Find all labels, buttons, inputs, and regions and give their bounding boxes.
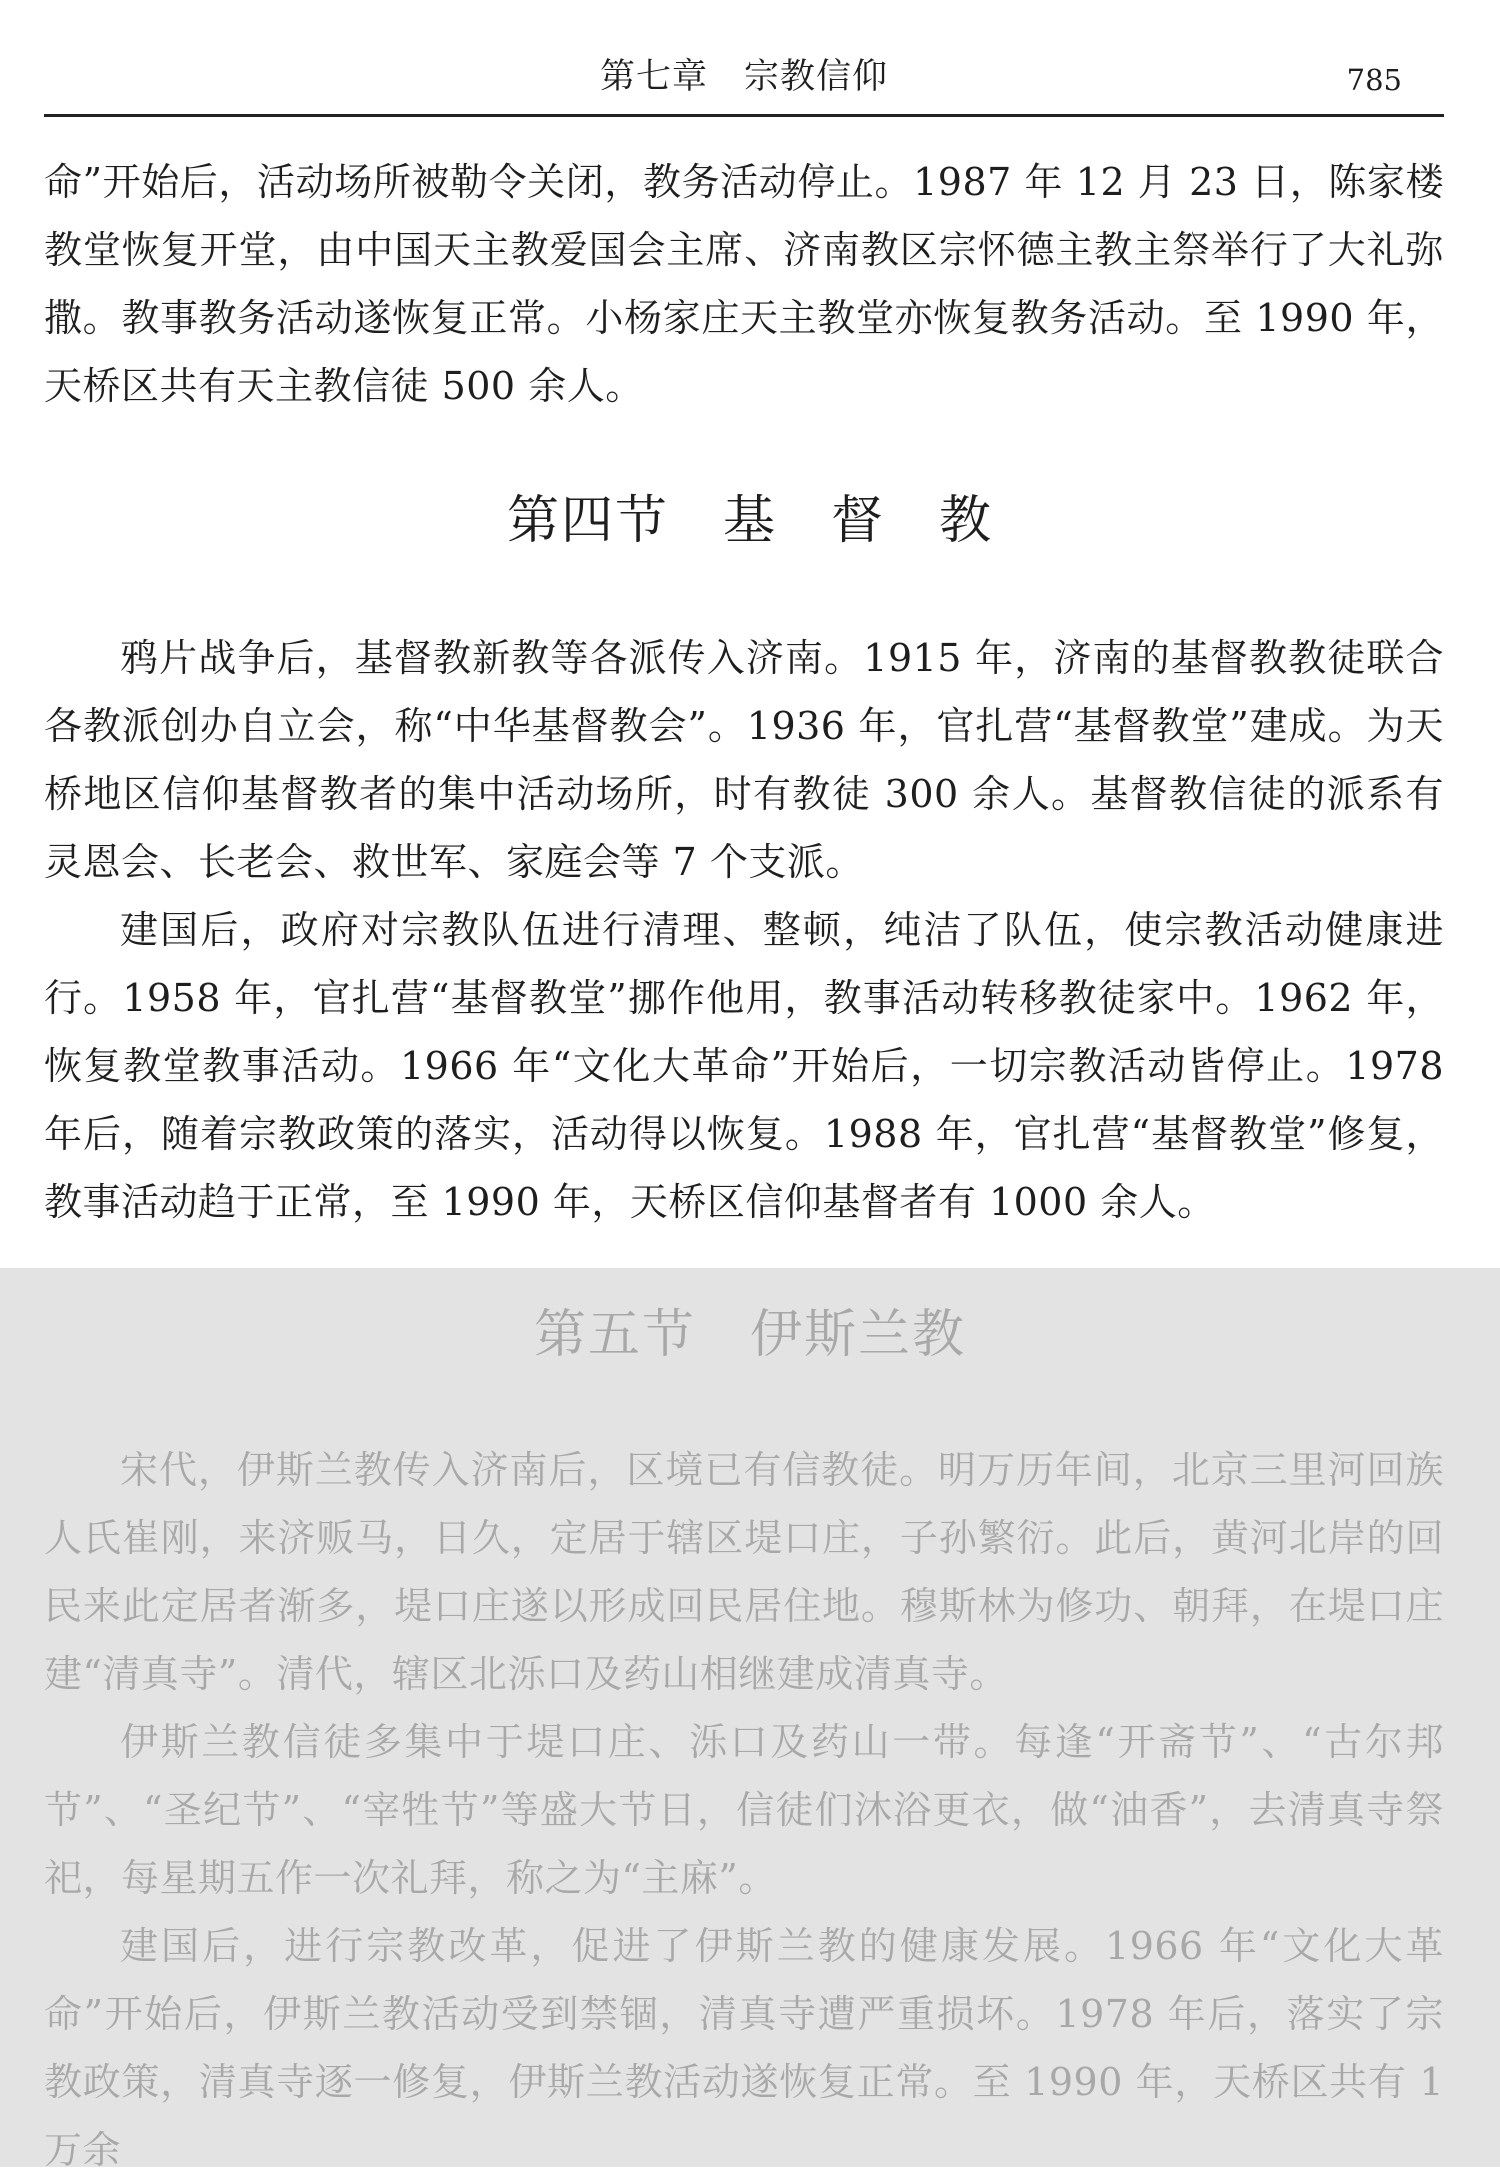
faded-region [0,1268,1500,2172]
paragraph: 建国后，政府对宗教队伍进行清理、整顿，纯洁了队伍，使宗教活动健康进行。1958 年，官扎营“基督教堂”挪作他用，教事活动转移教徒家中。1962 年，恢复教堂教事活动。1966 年“文化大革命”开始后，一切宗教活动皆停止。1978 年后，随着宗教政策的落实，活动得以恢复。1988 年，官扎营“基督教堂”修复，教事活动趋于正常，至 1990 年，天桥区信仰基督者有 1000 余人。 [44,908,1444,1224]
islam-text [44,1436,1444,2184]
chapter-title: 第七章 宗教信仰 [599,57,888,97]
page-number: 785 [1346,63,1402,97]
paragraph: 建国后，进行宗教改革，促进了伊斯兰教的健康发展。1966 年“文化大革命”开始后，伊斯兰教活动受到禁锢，清真寺遭严重损坏。1978 年后，落实了宗教政策，清真寺逐一修复，伊斯兰教活动遂恢复正常。至 1990 年，天桥区共有 1 万余 [44,1924,1444,2172]
running-header [44,52,1444,117]
paragraph: 命”开始后，活动场所被勒令关闭，教务活动停止。1987 年 12 月 23 日，陈家楼教堂恢复开堂，由中国天主教爱国会主席、济南教区宗怀德主教主祭举行了大礼弥撒。教事教务活动遂恢复正常。小杨家庄天主教堂亦恢复教务活动。至 1990 年，天桥区共有天主教信徒 500 余人。 [44,160,1444,408]
paragraph: 宋代，伊斯兰教传入济南后，区境已有信教徒。明万历年间，北京三里河回族人氏崔刚，来济贩马，日久，定居于辖区堤口庄，子孙繁衍。此后，黄河北岸的回民来此定居者渐多，堤口庄遂以形成回民居住地。穆斯林为修功、朝拜，在堤口庄建“清真寺”。清代，辖区北泺口及药山相继建成清真寺。 [44,1448,1444,1696]
section-heading-islam: 第五节 伊斯兰教 [533,1305,966,1365]
paragraph: 鸦片战争后，基督教新教等各派传入济南。1915 年，济南的基督教教徒联合各教派创办自立会，称“中华基督教会”。1936 年，官扎营“基督教堂”建成。为天桥地区信仰基督教者的集中活动场所，时有教徒 300 余人。基督教信徒的派系有灵恩会、长老会、救世军、家庭会等 7 个支派。 [44,636,1444,884]
paragraph: 伊斯兰教信徒多集中于堤口庄、泺口及药山一带。每逢“开斋节”、“古尔邦节”、“圣纪节”、“宰牲节”等盛大节日，信徒们沐浴更衣，做“油香”，去清真寺祭祀，每星期五作一次礼拜，称之为“主麻”。 [44,1720,1444,1900]
section-heading-christianity: 第四节 基 督 教 [506,491,993,551]
intro-text [44,148,1444,420]
christianity-text [44,624,1444,1236]
